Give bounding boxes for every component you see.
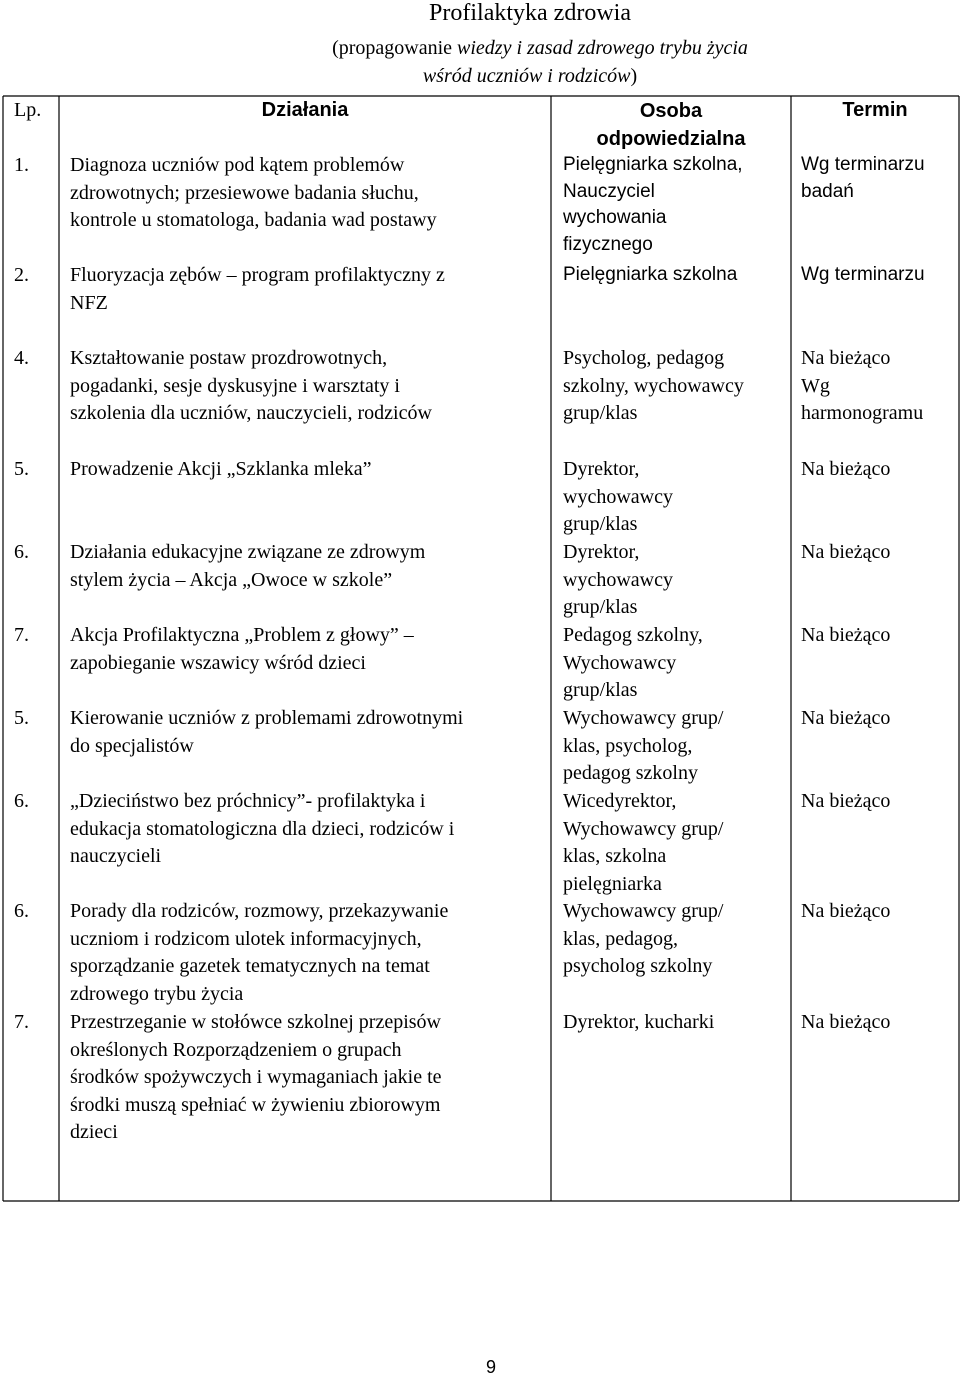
row-termin-line: Wg xyxy=(801,374,830,397)
row-osoba-line: wychowawcy xyxy=(563,485,673,508)
row-dzialania-line: Prowadzenie Akcji „Szklanka mleka” xyxy=(70,458,372,480)
row-termin-line: Na bieżąco xyxy=(801,1011,891,1033)
row-lp xyxy=(14,898,54,926)
row-dzialania-line: do specjalistów xyxy=(70,734,194,757)
row-dzialania-line: środki muszą spełniać w żywieniu zbiorowym xyxy=(70,1093,441,1116)
header-lp: Lp. xyxy=(14,99,42,121)
row-osoba-line: Wychowawcy xyxy=(563,651,677,674)
row-osoba-line: Nauczyciel xyxy=(563,180,655,202)
row-osoba-line: psycholog szkolny xyxy=(563,955,713,977)
row-dzialania-line: Fluoryzacja zębów – program profilaktyczny z xyxy=(70,264,445,286)
row-termin-line: Na bieżąco xyxy=(801,458,891,480)
row-dzialania xyxy=(70,1009,548,1147)
row-dzialania-line: Kształtowanie postaw prozdrowotnych, xyxy=(70,347,388,369)
row-termin-line: Na bieżąco xyxy=(801,541,891,563)
row-lp-line: 6. xyxy=(14,541,29,563)
row-osoba xyxy=(563,788,789,898)
row-osoba-line: pedagog szkolny xyxy=(563,762,698,784)
row-osoba-line: grup/klas xyxy=(563,596,638,618)
row-osoba-line: grup/klas xyxy=(563,513,638,535)
row-lp-line: 4. xyxy=(14,347,29,369)
row-osoba-line: pielęgniarka xyxy=(563,872,662,895)
row-dzialania-line: Akcja Profilaktyczna „Problem z głowy” – xyxy=(70,624,414,646)
row-termin-line: Wg terminarzu xyxy=(801,154,925,175)
row-dzialania-line: Diagnoza uczniów pod kątem problemów xyxy=(70,154,405,176)
row-osoba-line: grup/klas xyxy=(563,402,638,424)
header-osoba-line-2: odpowiedzialna xyxy=(596,128,746,150)
row-dzialania-line: kontrole u stomatologa, badania wad postawy xyxy=(70,209,437,231)
row-osoba-line: Wychowawcy grup/ xyxy=(563,707,724,729)
subtitle-open: (propagowanie xyxy=(332,37,453,59)
row-osoba xyxy=(563,539,789,622)
row-termin xyxy=(801,788,957,816)
row-termin-line: badań xyxy=(801,180,854,202)
row-dzialania xyxy=(70,705,548,760)
header-osoba-line-1: Osoba xyxy=(639,100,703,122)
row-osoba xyxy=(563,898,789,981)
row-osoba-line: grup/klas xyxy=(563,679,638,701)
page-number: 9 xyxy=(486,1357,497,1377)
header-termin: Termin xyxy=(842,99,908,121)
row-osoba-line: Psycholog, pedagog xyxy=(563,347,725,369)
row-osoba xyxy=(563,152,789,258)
row-lp xyxy=(14,622,54,650)
row-osoba-line: wychowawcy xyxy=(563,568,673,591)
row-osoba-line: wychowania xyxy=(563,207,667,228)
row-osoba-line: Dyrektor, xyxy=(563,541,640,563)
row-termin xyxy=(801,345,957,428)
row-osoba-line: Pielęgniarka szkolna xyxy=(563,264,738,285)
subtitle-line-1 xyxy=(120,34,960,62)
row-termin xyxy=(801,152,957,205)
row-lp xyxy=(14,788,54,816)
row-lp-line: 1. xyxy=(14,154,29,176)
row-dzialania-line: określonych Rozporządzeniem o grupach xyxy=(70,1038,402,1061)
row-dzialania-line: dzieci xyxy=(70,1121,118,1143)
row-osoba xyxy=(563,705,789,788)
row-lp xyxy=(14,152,54,180)
row-lp-line: 2. xyxy=(14,264,29,286)
row-dzialania-line: Przestrzeganie w stołówce szkolnej przepisów xyxy=(70,1011,441,1033)
row-osoba-line: szkolny, wychowawcy xyxy=(563,374,744,397)
row-osoba-line: Pedagog szkolny, xyxy=(563,624,703,646)
row-dzialania xyxy=(70,152,548,235)
row-osoba xyxy=(563,622,789,705)
row-dzialania xyxy=(70,345,548,428)
row-termin-line: harmonogramu xyxy=(801,402,924,424)
row-dzialania-line: nauczycieli xyxy=(70,845,162,867)
row-dzialania-line: Porady dla rodziców, rozmowy, przekazywanie xyxy=(70,900,449,922)
row-osoba-line: Pielęgniarka szkolna, xyxy=(563,154,743,175)
row-dzialania-line: stylem życia – Akcja „Owoce w szkole” xyxy=(70,568,393,591)
row-lp-line: 5. xyxy=(14,707,29,729)
row-dzialania-line: środków spożywczych i wymaganiach jakie te xyxy=(70,1066,442,1088)
row-osoba-line: klas, szkolna xyxy=(563,845,667,867)
row-lp-line: 6. xyxy=(14,900,29,922)
row-osoba-line: Dyrektor, kucharki xyxy=(563,1011,715,1033)
row-termin-line: Na bieżąco xyxy=(801,790,891,812)
row-termin xyxy=(801,456,957,484)
document-subtitle xyxy=(0,34,960,90)
row-lp-line: 7. xyxy=(14,1011,29,1033)
row-termin-line: Na bieżąco xyxy=(801,624,891,646)
row-lp xyxy=(14,705,54,733)
row-dzialania-line: Kierowanie uczniów z problemami zdrowotnymi xyxy=(70,707,464,729)
document-title xyxy=(0,0,960,27)
row-dzialania-line: szkolenia dla uczniów, nauczycieli, rodziców xyxy=(70,402,432,424)
row-lp xyxy=(14,1009,54,1037)
row-dzialania-line: sporządzanie gazetek tematycznych na temat xyxy=(70,955,430,977)
row-dzialania-line: zdrowego trybu życia xyxy=(70,982,244,1005)
row-termin xyxy=(801,262,957,289)
row-dzialania-line: edukacja stomatologiczna dla dzieci, rodziców i xyxy=(70,817,455,840)
row-termin-line: Na bieżąco xyxy=(801,900,891,922)
row-lp-line: 6. xyxy=(14,790,29,812)
row-osoba-line: klas, psycholog, xyxy=(563,734,693,757)
row-osoba xyxy=(563,456,789,539)
row-lp xyxy=(14,539,54,567)
row-dzialania-line: uczniom i rodzicom ulotek informacyjnych, xyxy=(70,927,422,950)
subtitle-line-2 xyxy=(100,62,960,90)
row-dzialania xyxy=(70,898,548,1008)
row-lp xyxy=(14,262,54,290)
row-dzialania-line: zapobieganie wszawicy wśród dzieci xyxy=(70,651,366,674)
row-dzialania xyxy=(70,539,548,594)
row-dzialania xyxy=(70,456,548,484)
row-lp-line: 5. xyxy=(14,458,29,480)
row-dzialania xyxy=(70,262,548,317)
header-dzialania: Działania xyxy=(261,99,349,121)
row-lp xyxy=(14,456,54,484)
row-dzialania xyxy=(70,622,548,677)
row-termin xyxy=(801,622,957,650)
row-dzialania-line: NFZ xyxy=(70,291,108,314)
row-lp-line: 7. xyxy=(14,624,29,646)
row-osoba-line: Wychowawcy grup/ xyxy=(563,900,724,922)
row-osoba-line: klas, pedagog, xyxy=(563,927,678,950)
row-osoba xyxy=(563,262,789,289)
subtitle-close: ) xyxy=(630,65,638,87)
subtitle-italic-2: wśród uczniów i rodziców xyxy=(422,65,631,87)
header-osoba xyxy=(551,97,791,153)
row-osoba xyxy=(563,1009,789,1037)
row-termin xyxy=(801,705,957,733)
subtitle-italic-1: wiedzy i zasad zdrowego trybu życia xyxy=(457,37,748,59)
row-termin xyxy=(801,539,957,567)
row-dzialania-line: „Dzieciństwo bez próchnicy”- profilaktyka i xyxy=(70,790,426,812)
row-dzialania-line: Działania edukacyjne związane ze zdrowym xyxy=(70,541,426,563)
row-osoba-line: fizycznego xyxy=(563,233,653,255)
row-dzialania xyxy=(70,788,548,871)
title-text: Profilaktyka zdrowia xyxy=(429,0,631,26)
row-dzialania-line: pogadanki, sesje dyskusyjne i warsztaty i xyxy=(70,374,400,397)
row-termin xyxy=(801,898,957,926)
row-osoba xyxy=(563,345,789,428)
row-termin-line: Wg terminarzu xyxy=(801,264,925,285)
row-osoba-line: Wicedyrektor, xyxy=(563,790,677,812)
row-termin xyxy=(801,1009,957,1037)
row-lp xyxy=(14,345,54,373)
row-termin-line: Na bieżąco xyxy=(801,347,891,369)
row-dzialania-line: zdrowotnych; przesiewowe badania słuchu, xyxy=(70,181,419,204)
row-osoba-line: Dyrektor, xyxy=(563,458,640,480)
row-termin-line: Na bieżąco xyxy=(801,707,891,729)
row-osoba-line: Wychowawcy grup/ xyxy=(563,817,724,840)
